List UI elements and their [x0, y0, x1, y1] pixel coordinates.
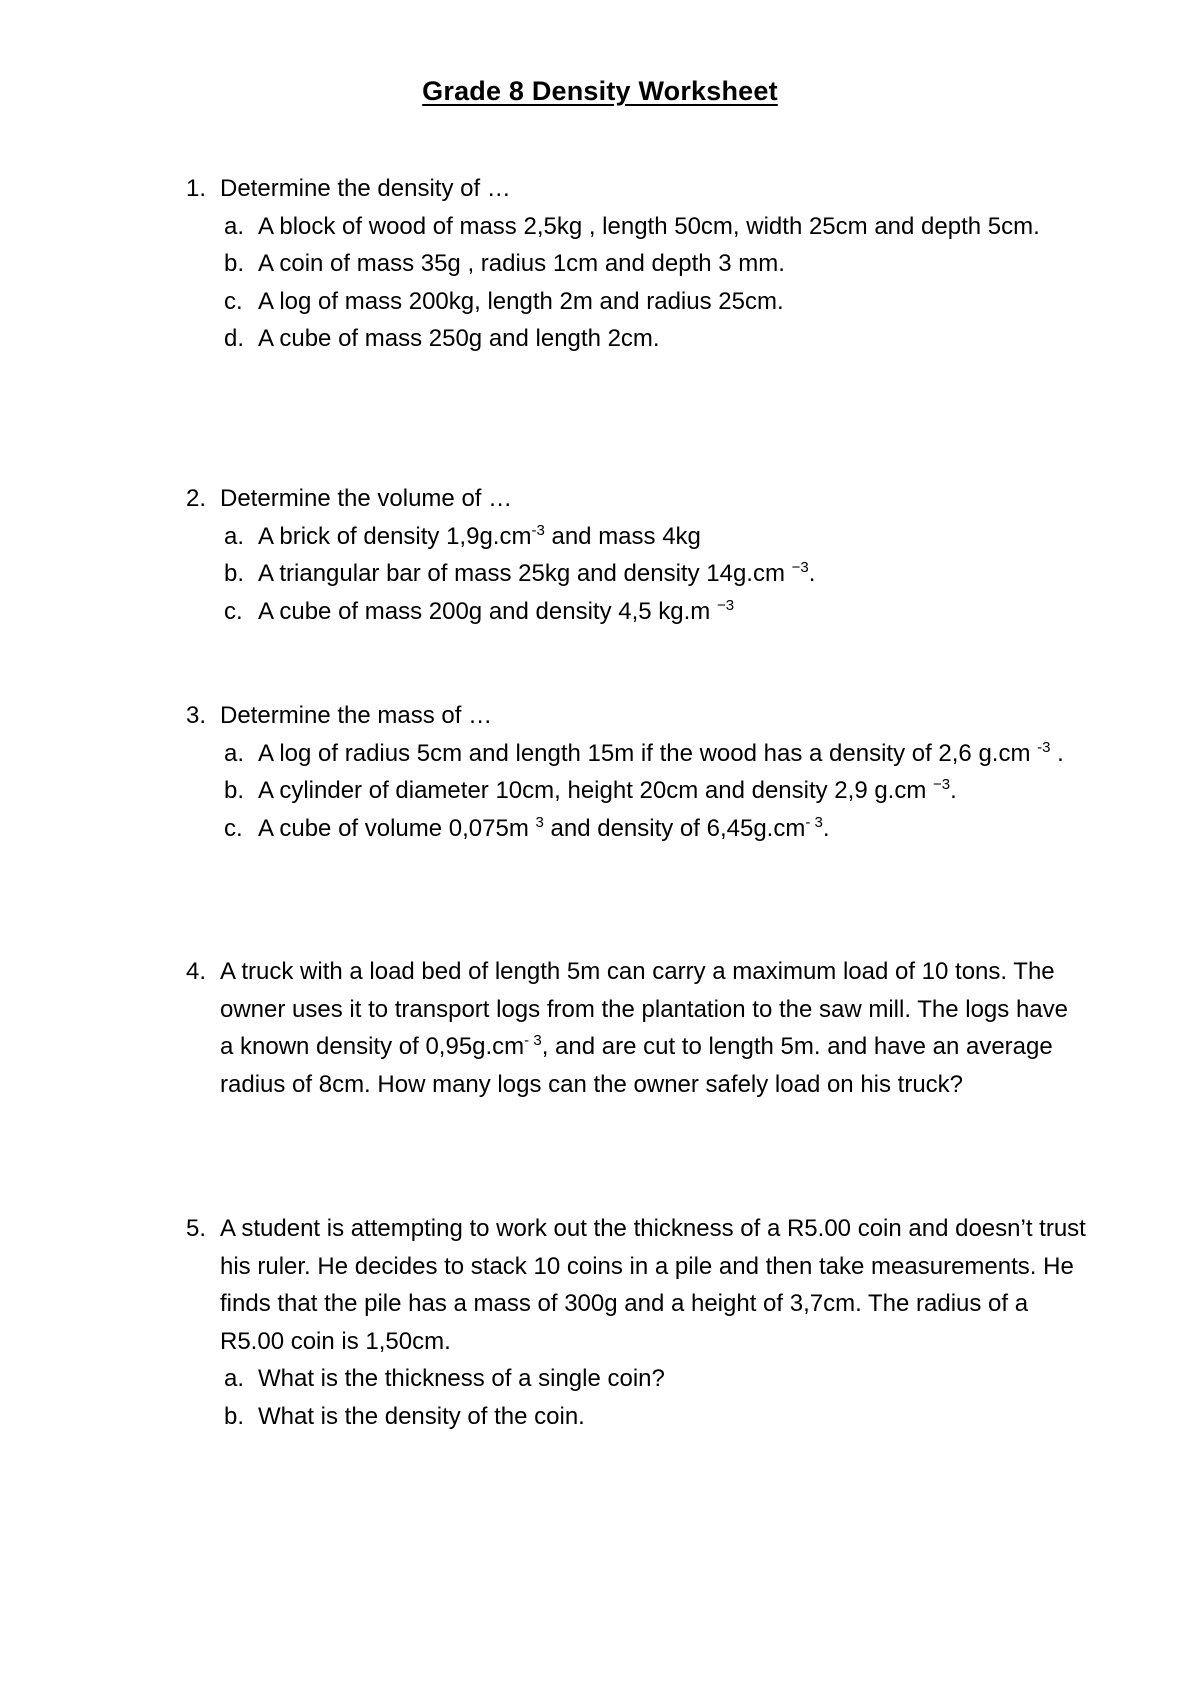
- sub-question-letter: c.: [224, 287, 243, 315]
- exponent: -3: [1037, 738, 1051, 756]
- sub-question-text-end: .: [808, 560, 816, 587]
- sub-question-text: What is the density of the coin.: [258, 1402, 585, 1430]
- question-number: 1.: [186, 175, 207, 202]
- sub-question-list: [186, 1360, 1086, 1435]
- question-4: [186, 953, 1086, 1103]
- exponent: −3: [791, 559, 809, 576]
- question-number: 4.: [186, 958, 207, 985]
- sub-question-text: What is the thickness of a single coin?: [258, 1365, 665, 1392]
- sub-question-text-end: .: [1050, 739, 1064, 767]
- sub-question: [224, 283, 1086, 321]
- exponent: 3: [535, 813, 544, 831]
- exponent: - 3: [524, 1032, 542, 1049]
- sub-question: [224, 245, 1086, 283]
- sub-question-letter: d.: [224, 325, 245, 352]
- sub-question-list: [186, 735, 1086, 848]
- question-text-end: , and are cut to length 5m. and have an average radius of 8cm. How many logs can the owner safely load on his truck?: [220, 1033, 1053, 1098]
- sub-question: [224, 320, 1086, 358]
- sub-question-letter: b.: [224, 777, 245, 804]
- page-title: Grade 8 Density Worksheet: [422, 76, 778, 106]
- sub-question-letter: a.: [224, 522, 245, 550]
- sub-question-letter: b.: [224, 1402, 245, 1430]
- sub-question-letter: c.: [224, 814, 243, 842]
- sub-question-text: A log of radius 5cm and length 15m if the wood has a density of 2,6 g.cm: [258, 739, 1038, 767]
- sub-question-text: A cylinder of diameter 10cm, height 20cm and density 2,9 g.cm: [258, 777, 934, 804]
- question-1: [186, 170, 1086, 358]
- question-text: A student is attempting to work out the thickness of a R5.00 coin and doesn’t trust his ruler. He decides to stack 10 coins in a pile and then take measurements. He finds that the pile has a mass of 300g and a height of 3,7cm. The radius of a R5.00 coin is 1,50cm.: [220, 1215, 1086, 1355]
- sub-question: [224, 208, 1086, 246]
- sub-question: [224, 518, 1086, 556]
- exponent: - 3: [805, 813, 823, 831]
- exponent: −3: [933, 776, 951, 793]
- sub-question: [224, 735, 1086, 773]
- sub-question-letter: a.: [224, 1365, 245, 1392]
- sub-question-text-end: .: [950, 777, 957, 804]
- sub-question-letter: b.: [224, 560, 245, 587]
- sub-question-letter: a.: [224, 212, 245, 240]
- sub-question-text: A log of mass 200kg, length 2m and radius 25cm.: [258, 287, 784, 315]
- question-text: Determine the density of …: [220, 175, 511, 202]
- sub-question-text: A cube of mass 200g and density 4,5 kg.m: [258, 597, 717, 625]
- sub-question-text: A coin of mass 35g , radius 1cm and depth 3 mm.: [258, 250, 785, 277]
- sub-question: [224, 810, 1086, 848]
- question-number: 2.: [186, 485, 207, 512]
- question-text-start: A truck with a load bed of length 5m can carry a maximum load of 10 tons. The owner uses it to transport logs from the plantation to the saw mill. The logs have a known density of 0,95g.cm: [220, 958, 1068, 1060]
- sub-question-letter: a.: [224, 739, 245, 767]
- question-5: [186, 1210, 1086, 1435]
- sub-question-text-end: .: [822, 814, 830, 842]
- exponent: -3: [531, 521, 545, 539]
- sub-question-list: [186, 208, 1086, 358]
- question-number: 5.: [186, 1215, 207, 1242]
- exponent: −3: [716, 596, 735, 614]
- sub-question: [224, 593, 1086, 631]
- sub-question-letter: b.: [224, 250, 245, 277]
- question-3: [186, 697, 1086, 847]
- question-text: Determine the volume of …: [220, 485, 513, 512]
- sub-question: [224, 555, 1086, 593]
- question-text: Determine the mass of …: [220, 702, 493, 729]
- question-text: [220, 953, 1086, 1103]
- sub-question: [224, 772, 1086, 810]
- sub-question-text: A brick of density 1,9g.cm: [258, 522, 532, 550]
- question-number: 3.: [186, 702, 207, 729]
- sub-question: [224, 1360, 1086, 1398]
- sub-question: [224, 1398, 1086, 1436]
- sub-question-text: A block of wood of mass 2,5kg , length 50cm, width 25cm and depth 5cm.: [258, 212, 1040, 240]
- sub-question-text-end: and mass 4kg: [544, 522, 701, 550]
- sub-question-text: A triangular bar of mass 25kg and density 14g.cm: [258, 560, 792, 587]
- sub-question-letter: c.: [224, 597, 243, 625]
- sub-question-text: A cube of mass 250g and length 2cm.: [258, 325, 660, 352]
- sub-question-list: [186, 518, 1086, 631]
- sub-question-text-mid: and density of 6,45g.cm: [543, 814, 806, 842]
- sub-question-text: A cube of volume 0,075m: [258, 814, 536, 842]
- question-2: [186, 480, 1086, 630]
